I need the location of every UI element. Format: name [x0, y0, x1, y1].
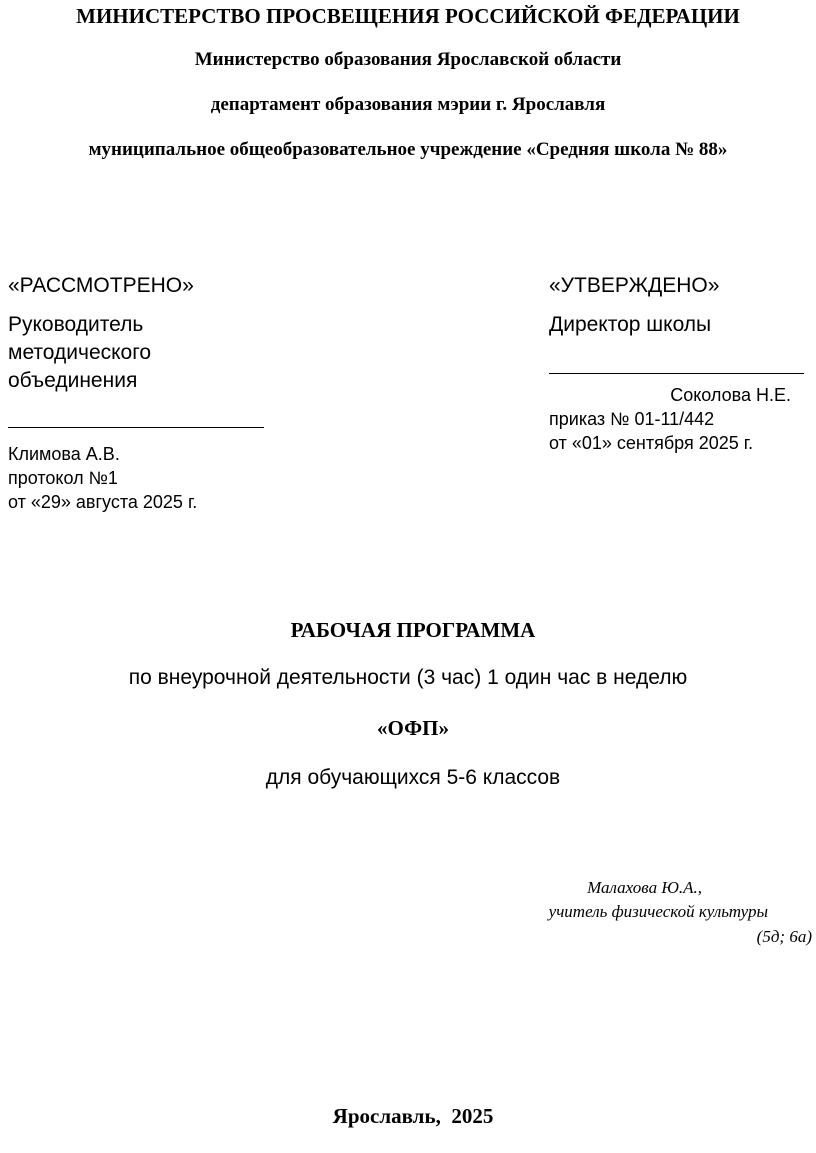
reviewed-role-line3: объединения — [8, 369, 138, 392]
reviewed-heading: «РАССМОТРЕНО» — [8, 274, 194, 297]
reviewed-date: от «29» августа 2025 г. — [8, 492, 198, 512]
reviewed-protocol: протокол №1 — [8, 468, 118, 488]
city-year: Ярославль, 2025 — [332, 1104, 494, 1128]
school-name: муниципальное общеобразовательное учреждение «Средняя школа № 88» — [88, 139, 728, 160]
approved-date: от «01» сентября 2025 г. — [549, 433, 754, 453]
ministry-title: МИНИСТЕРСТВО ПРОСВЕЩЕНИЯ РОССИЙСКОЙ ФЕДЕРАЦИИ — [76, 4, 740, 28]
reviewed-role-line2: методического — [8, 341, 152, 364]
approved-order: приказ № 01-11/442 — [549, 409, 715, 429]
regional-ministry: Министерство образования Ярославской области — [194, 49, 622, 70]
approved-role: Директор школы — [549, 313, 712, 336]
program-audience: для обучающихся 5-6 классов — [265, 766, 561, 789]
course-name: «ОФП» — [377, 716, 449, 740]
program-subtitle: по внеурочной деятельности (3 час) 1 один час в неделю — [128, 666, 688, 689]
approved-signature-line — [549, 373, 804, 374]
author-classes: (5д; 6а) — [756, 927, 812, 946]
approved-heading: «УТВЕРЖДЕНО» — [549, 274, 720, 297]
reviewed-role-line1: Руководитель — [8, 313, 144, 336]
author-name: Малахова Ю.А., — [587, 878, 702, 897]
reviewed-name: Климова А.В. — [8, 444, 120, 464]
approved-name: Соколова Н.Е. — [670, 385, 791, 405]
author-position: учитель физической культуры — [548, 902, 768, 921]
reviewed-signature-line — [8, 427, 264, 428]
program-title: РАБОЧАЯ ПРОГРАММА — [290, 618, 536, 642]
department-name: департамент образования мэрии г. Ярославля — [210, 94, 606, 115]
